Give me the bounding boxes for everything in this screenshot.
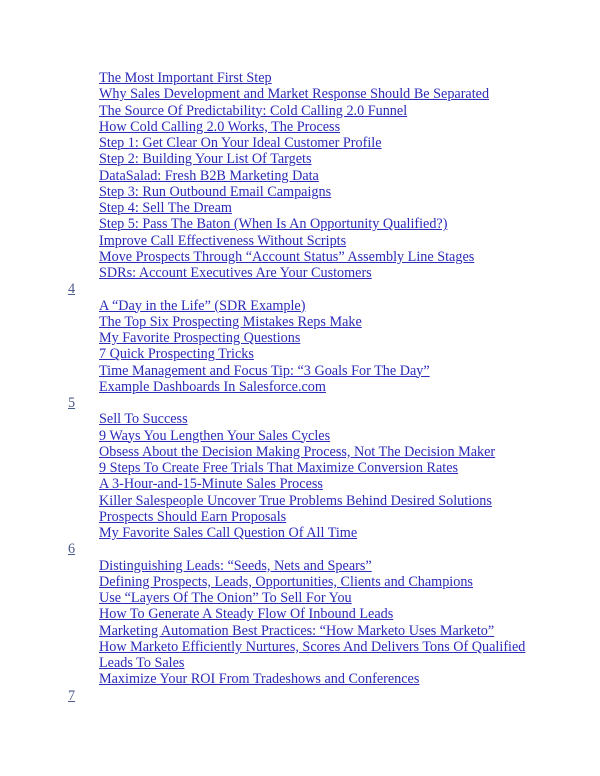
toc-link[interactable]: A 3-Hour-and-15-Minute Sales Process	[99, 476, 323, 493]
toc-link[interactable]: Defining Prospects, Leads, Opportunities, Clients and Champions	[99, 573, 473, 590]
toc-link[interactable]: Step 1: Get Clear On Your Ideal Customer Profile	[99, 135, 382, 151]
toc-link[interactable]: The Source Of Predictability: Cold Calling 2.0 Funnel	[99, 102, 408, 119]
toc-link[interactable]: Improve Call Effectiveness Without Scripts	[99, 232, 347, 249]
toc-link[interactable]: DataSalad: Fresh B2B Marketing Data	[99, 167, 319, 184]
toc-entry	[68, 590, 539, 606]
toc-link[interactable]: 7 Quick Prospecting Tricks	[99, 346, 254, 363]
toc-entry	[68, 184, 539, 200]
table-of-contents	[68, 70, 539, 704]
toc-link[interactable]: Maximize Your ROI From Tradeshows and Conferences	[99, 671, 420, 688]
chapter-number-link[interactable]: 5	[68, 395, 76, 411]
toc-entry	[68, 460, 539, 476]
toc-link[interactable]: How To Generate A Steady Flow Of Inbound Leads	[99, 606, 394, 623]
toc-link[interactable]: Step 4: Sell The Dream	[99, 200, 232, 216]
toc-link[interactable]: My Favorite Prospecting Questions	[99, 330, 301, 346]
chapter-entry	[68, 281, 539, 297]
toc-entry	[68, 86, 539, 102]
toc-entry	[68, 509, 539, 525]
toc-entry	[68, 216, 539, 232]
toc-entry	[68, 233, 539, 249]
toc-link[interactable]: Sell To Success	[99, 411, 188, 428]
chapter-entry	[68, 688, 539, 704]
toc-entry	[68, 379, 539, 395]
toc-entry	[68, 363, 539, 379]
toc-entry	[68, 314, 539, 330]
toc-link[interactable]: The Top Six Prospecting Mistakes Reps Make	[99, 313, 362, 330]
toc-entry	[68, 103, 539, 119]
toc-entry	[68, 151, 539, 167]
chapter-number-link[interactable]: 7	[68, 687, 76, 704]
toc-link[interactable]: 9 Steps To Create Free Trials That Maximize Conversion Rates	[99, 460, 459, 476]
toc-link[interactable]: Killer Salespeople Uncover True Problems Behind Desired Solutions	[99, 492, 492, 509]
toc-link[interactable]: The Most Important First Step	[99, 70, 272, 86]
toc-entry	[68, 249, 539, 265]
toc-entry	[68, 671, 539, 687]
toc-entry	[68, 119, 539, 135]
toc-link[interactable]: Step 3: Run Outbound Email Campaigns	[99, 183, 332, 200]
toc-entry	[68, 444, 539, 460]
toc-link[interactable]: SDRs: Account Executives Are Your Customers	[99, 265, 372, 281]
toc-link[interactable]: Step 2: Building Your List Of Targets	[99, 151, 312, 168]
toc-entry	[68, 428, 539, 444]
toc-link[interactable]: Move Prospects Through “Account Status” Assembly Line Stages	[99, 248, 475, 265]
toc-link[interactable]: How Cold Calling 2.0 Works, The Process	[99, 118, 341, 135]
toc-entry	[68, 411, 539, 427]
toc-entry	[68, 574, 539, 590]
toc-link[interactable]: Why Sales Development and Market Response Should Be Separated	[99, 86, 490, 103]
toc-link[interactable]: Marketing Automation Best Practices: “How Marketo Uses Marketo”	[99, 622, 495, 639]
toc-link[interactable]: Prospects Should Earn Proposals	[99, 508, 287, 525]
toc-link[interactable]: 9 Ways You Lengthen Your Sales Cycles	[99, 427, 331, 444]
toc-link[interactable]: Obsess About the Decision Making Process, Not The Decision Maker	[99, 443, 496, 460]
toc-entry	[68, 639, 539, 672]
toc-entry	[68, 330, 539, 346]
toc-link[interactable]: Time Management and Focus Tip: “3 Goals For The Day”	[99, 362, 430, 379]
toc-link[interactable]: A “Day in the Life” (SDR Example)	[99, 297, 306, 314]
chapter-entry	[68, 541, 539, 557]
toc-entry	[68, 558, 539, 574]
toc-entry	[68, 346, 539, 362]
toc-link[interactable]: Example Dashboards In Salesforce.com	[99, 378, 326, 395]
chapter-number-link[interactable]: 6	[68, 541, 76, 558]
toc-link[interactable]: Step 5: Pass The Baton (When Is An Opportunity Qualified?)	[99, 216, 448, 233]
chapter-number-link[interactable]: 4	[68, 281, 76, 298]
toc-entry	[68, 200, 539, 216]
toc-link[interactable]: My Favorite Sales Call Question Of All Time	[99, 525, 358, 541]
toc-entry	[68, 623, 539, 639]
toc-entry	[68, 606, 539, 622]
toc-entry	[68, 476, 539, 492]
toc-entry	[68, 298, 539, 314]
toc-entry	[68, 135, 539, 151]
toc-entry	[68, 525, 539, 541]
toc-entry	[68, 265, 539, 281]
toc-link[interactable]: Use “Layers Of The Onion” To Sell For You	[99, 590, 352, 606]
toc-entry	[68, 168, 539, 184]
toc-link[interactable]: Distinguishing Leads: “Seeds, Nets and Spears”	[99, 557, 372, 574]
toc-entry	[68, 493, 539, 509]
toc-entry	[68, 70, 539, 86]
chapter-entry	[68, 395, 539, 411]
toc-link[interactable]: How Marketo Efficiently Nurtures, Scores And Delivers Tons Of Qualified Leads To Sales	[99, 638, 526, 671]
